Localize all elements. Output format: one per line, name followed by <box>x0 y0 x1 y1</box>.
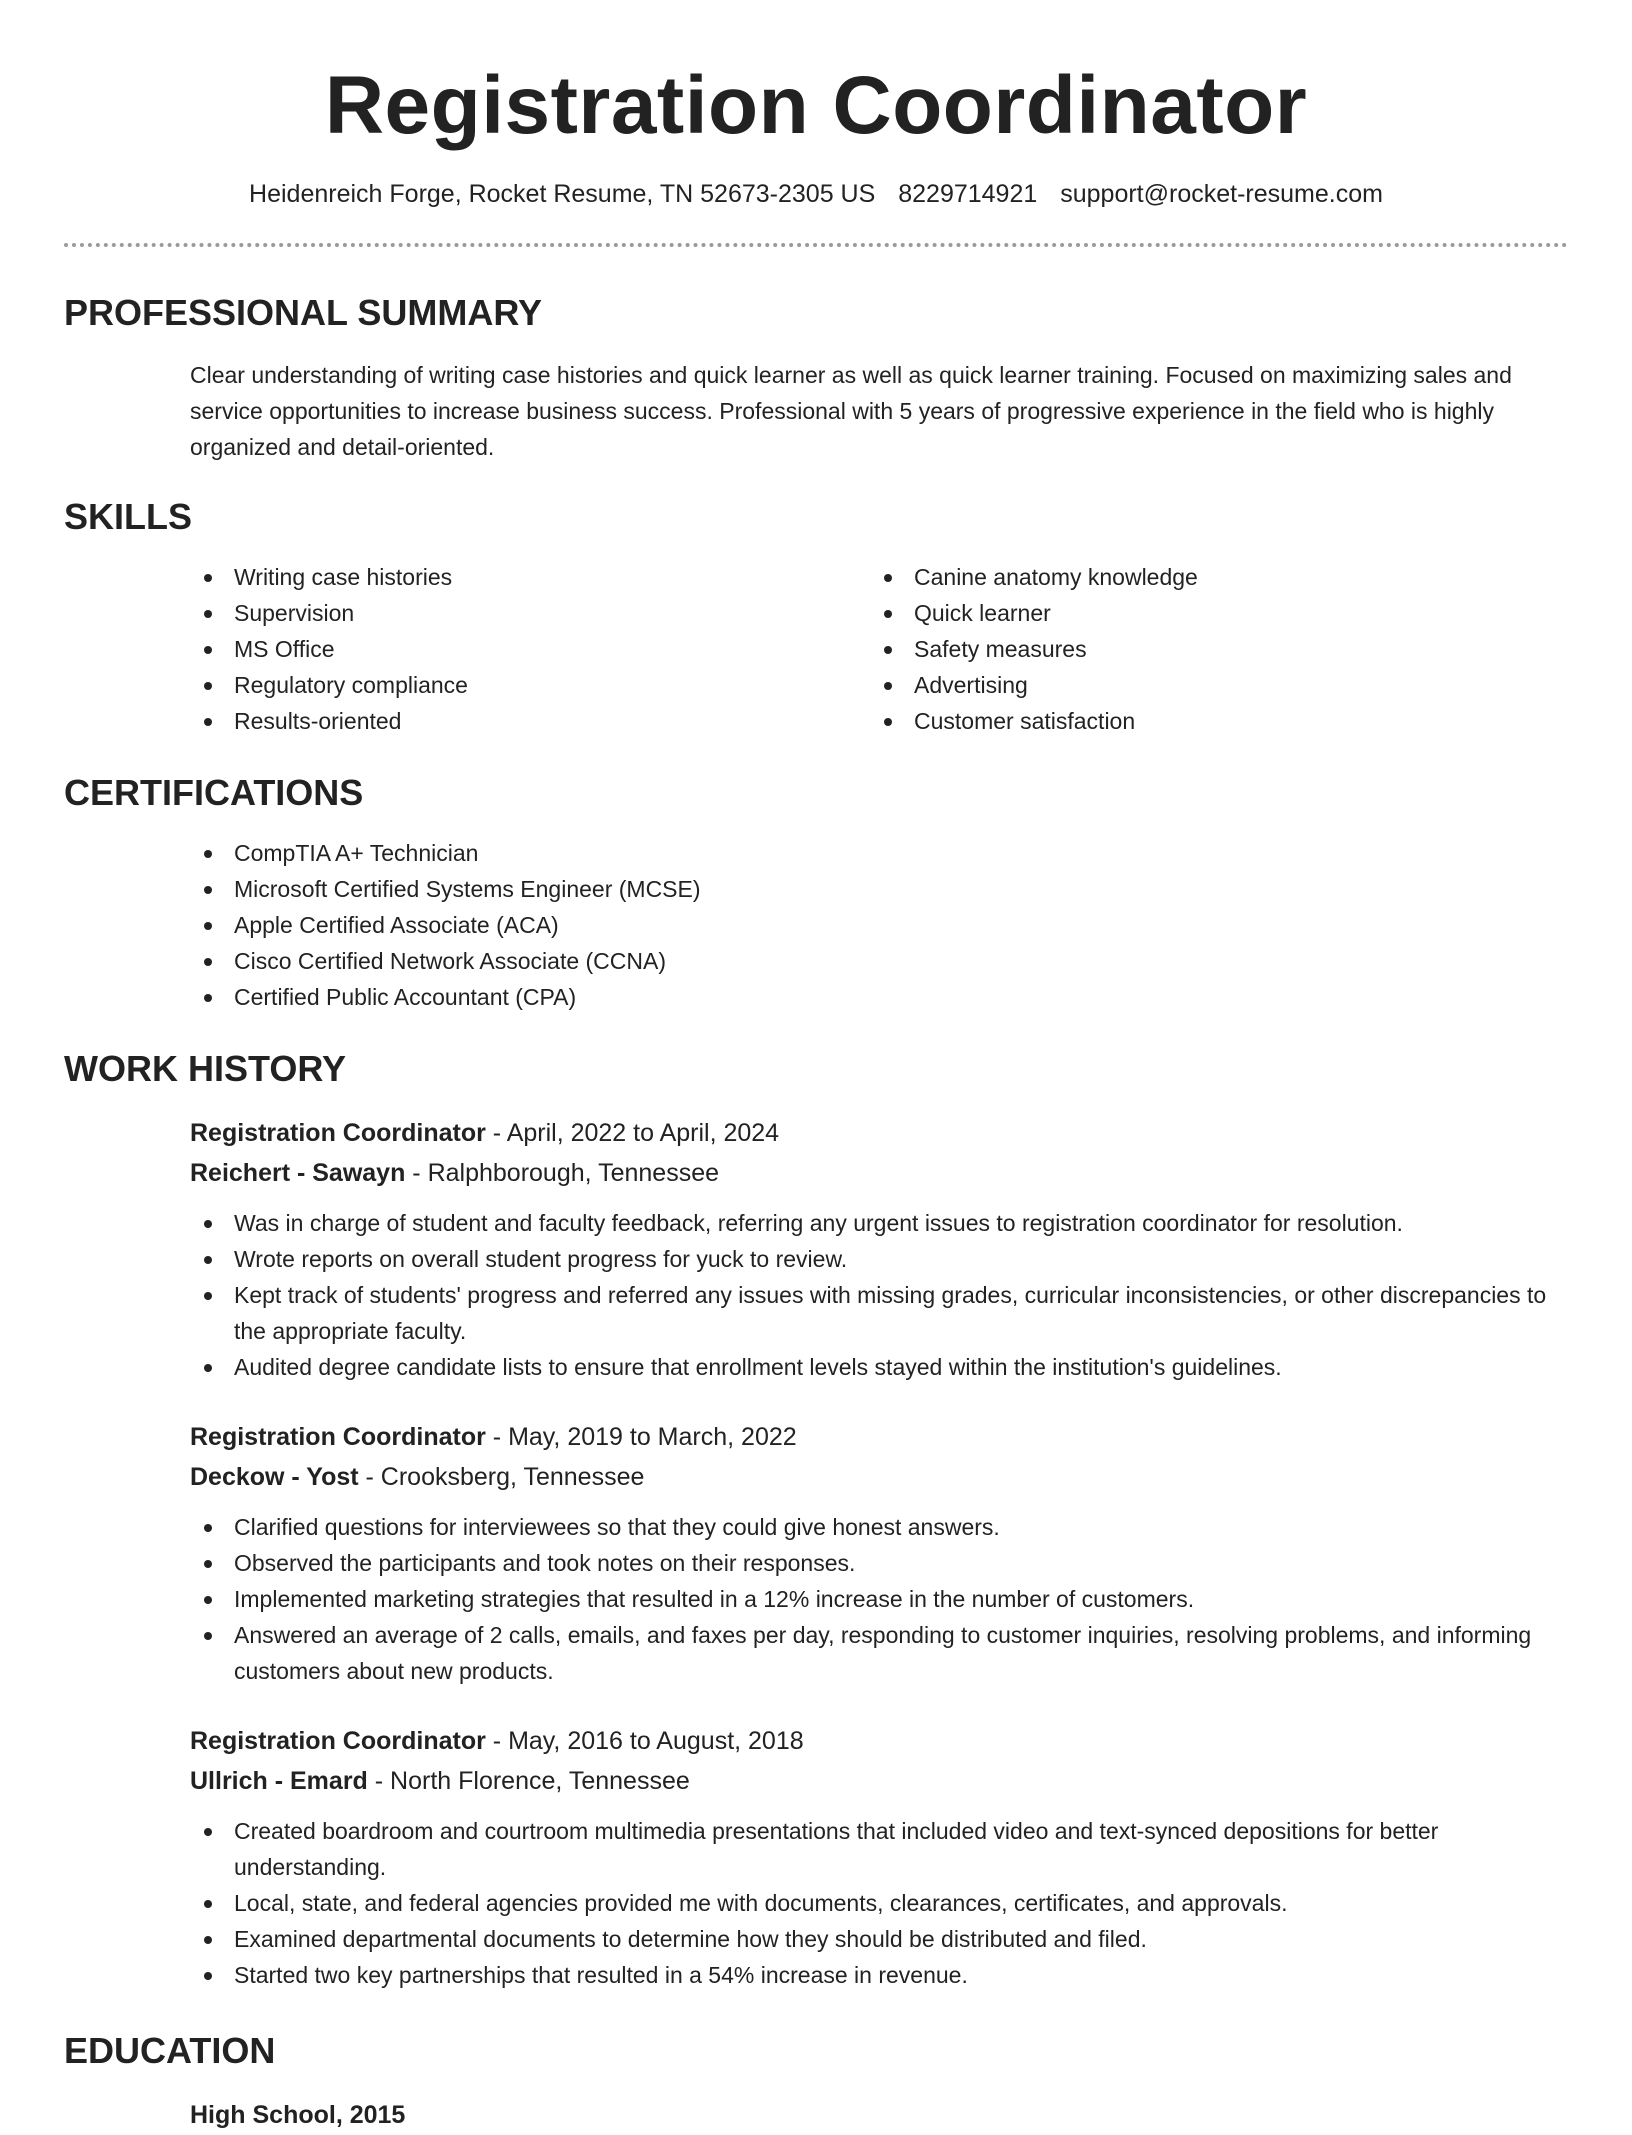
job-bullet: Local, state, and federal agencies provided me with documents, clearances, certificates, and approvals. <box>190 1885 1568 1921</box>
job-company-line <box>190 1153 1568 1193</box>
job-location: Ralphborough, Tennessee <box>427 1159 720 1187</box>
skill-item: Customer satisfaction <box>870 703 1568 739</box>
job-separator: - <box>367 1767 391 1795</box>
job-separator: - <box>485 1423 509 1451</box>
job-title-line <box>190 1721 1568 1761</box>
summary-heading: PROFESSIONAL SUMMARY <box>64 292 543 333</box>
skill-item: Quick learner <box>870 595 1568 631</box>
skill-item: Canine anatomy knowledge <box>870 559 1568 595</box>
skills-grid <box>190 559 1568 739</box>
certifications-list <box>190 835 1568 1015</box>
skill-item: Safety measures <box>870 631 1568 667</box>
job-company: Reichert - Sawayn <box>190 1159 406 1187</box>
job-bullet: Observed the participants and took notes on their responses. <box>190 1545 1568 1581</box>
job-company: Deckow - Yost <box>190 1463 359 1491</box>
certification-item: CompTIA A+ Technician <box>190 835 1568 871</box>
summary-section <box>0 247 1632 465</box>
certification-item: Cisco Certified Network Associate (CCNA) <box>190 943 1568 979</box>
job-separator: - <box>485 1119 507 1147</box>
job-title-line <box>190 1417 1568 1457</box>
job-dates: May, 2019 to March, 2022 <box>508 1423 797 1451</box>
education-heading: EDUCATION <box>64 2030 276 2071</box>
job-bullets <box>190 1205 1568 1385</box>
job-separator: - <box>405 1159 428 1187</box>
job-role: Registration Coordinator <box>190 1423 486 1451</box>
job-company-line <box>190 1457 1568 1497</box>
job-bullet: Examined departmental documents to determine how they should be distributed and filed. <box>190 1921 1568 1957</box>
skill-item: Regulatory compliance <box>190 667 870 703</box>
job-bullet: Audited degree candidate lists to ensure that enrollment levels stayed within the institution's guidelines. <box>190 1349 1568 1385</box>
job-title-line <box>190 1113 1568 1153</box>
skill-item: Writing case histories <box>190 559 870 595</box>
skills-heading: SKILLS <box>64 496 193 537</box>
job-separator: - <box>485 1727 509 1755</box>
job-bullet: Kept track of students' progress and referred any issues with missing grades, curricular inconsistencies, or other discrepancies to the appropriate faculty. <box>190 1277 1568 1349</box>
certifications-section <box>0 739 1632 1015</box>
job-bullet: Created boardroom and courtroom multimedia presentations that included video and text-synced depositions for better understanding. <box>190 1813 1568 1885</box>
job-location: North Florence, Tennessee <box>390 1767 690 1795</box>
job-bullet: Was in charge of student and faculty feedback, referring any urgent issues to registration coordinator for resolution. <box>190 1205 1568 1241</box>
summary-text: Clear understanding of writing case histories and quick learner as well as quick learner training. Focused on maximizing sales and service opportunities to increase business success. Professional with 5 years of progressive experience in the field who is highly organized and detail-oriented. <box>190 362 1512 460</box>
education-entry: High School, 2015 <box>190 2101 406 2129</box>
job-entry <box>190 1721 1568 1993</box>
job-bullets <box>190 1509 1568 1689</box>
job-role: Registration Coordinator <box>190 1727 486 1755</box>
job-company: Ullrich - Emard <box>190 1767 368 1795</box>
skill-item: Results-oriented <box>190 703 870 739</box>
job-dates: May, 2016 to August, 2018 <box>508 1727 804 1755</box>
resume-name: Registration Coordinator <box>324 60 1308 151</box>
job-company-line <box>190 1761 1568 1801</box>
job-separator: - <box>358 1463 381 1491</box>
job-bullet: Wrote reports on overall student progress for yuck to review. <box>190 1241 1568 1277</box>
skill-item: MS Office <box>190 631 870 667</box>
contact-phone: 8229714921 <box>898 180 1038 208</box>
skill-item: Advertising <box>870 667 1568 703</box>
certification-item: Apple Certified Associate (ACA) <box>190 907 1568 943</box>
skills-right-list <box>870 559 1568 739</box>
job-role: Registration Coordinator <box>190 1119 486 1147</box>
work-history-heading: WORK HISTORY <box>64 1048 347 1089</box>
skill-item: Supervision <box>190 595 870 631</box>
skills-section <box>0 465 1632 739</box>
work-history-section <box>0 1015 1632 1993</box>
education-section <box>0 1993 1632 2135</box>
job-entry <box>190 1417 1568 1689</box>
job-bullet: Clarified questions for interviewees so that they could give honest answers. <box>190 1509 1568 1545</box>
contact-line <box>0 180 1632 209</box>
job-bullets <box>190 1813 1568 1993</box>
certification-item: Microsoft Certified Systems Engineer (MCSE) <box>190 871 1568 907</box>
skills-left-list <box>190 559 870 739</box>
contact-address: Heidenreich Forge, Rocket Resume, TN 52673-2305 US <box>249 180 876 208</box>
job-entry <box>190 1113 1568 1385</box>
job-bullet: Answered an average of 2 calls, emails, and faxes per day, responding to customer inquiries, resolving problems, and informing customers about new products. <box>190 1617 1568 1689</box>
job-bullet: Started two key partnerships that resulted in a 54% increase in revenue. <box>190 1957 1568 1993</box>
certifications-heading: CERTIFICATIONS <box>64 772 364 813</box>
job-location: Crooksberg, Tennessee <box>380 1463 645 1491</box>
job-bullet: Implemented marketing strategies that resulted in a 12% increase in the number of customers. <box>190 1581 1568 1617</box>
contact-email: support@rocket-resume.com <box>1060 180 1383 208</box>
certification-item: Certified Public Accountant (CPA) <box>190 979 1568 1015</box>
job-dates: April, 2022 to April, 2024 <box>506 1119 780 1147</box>
